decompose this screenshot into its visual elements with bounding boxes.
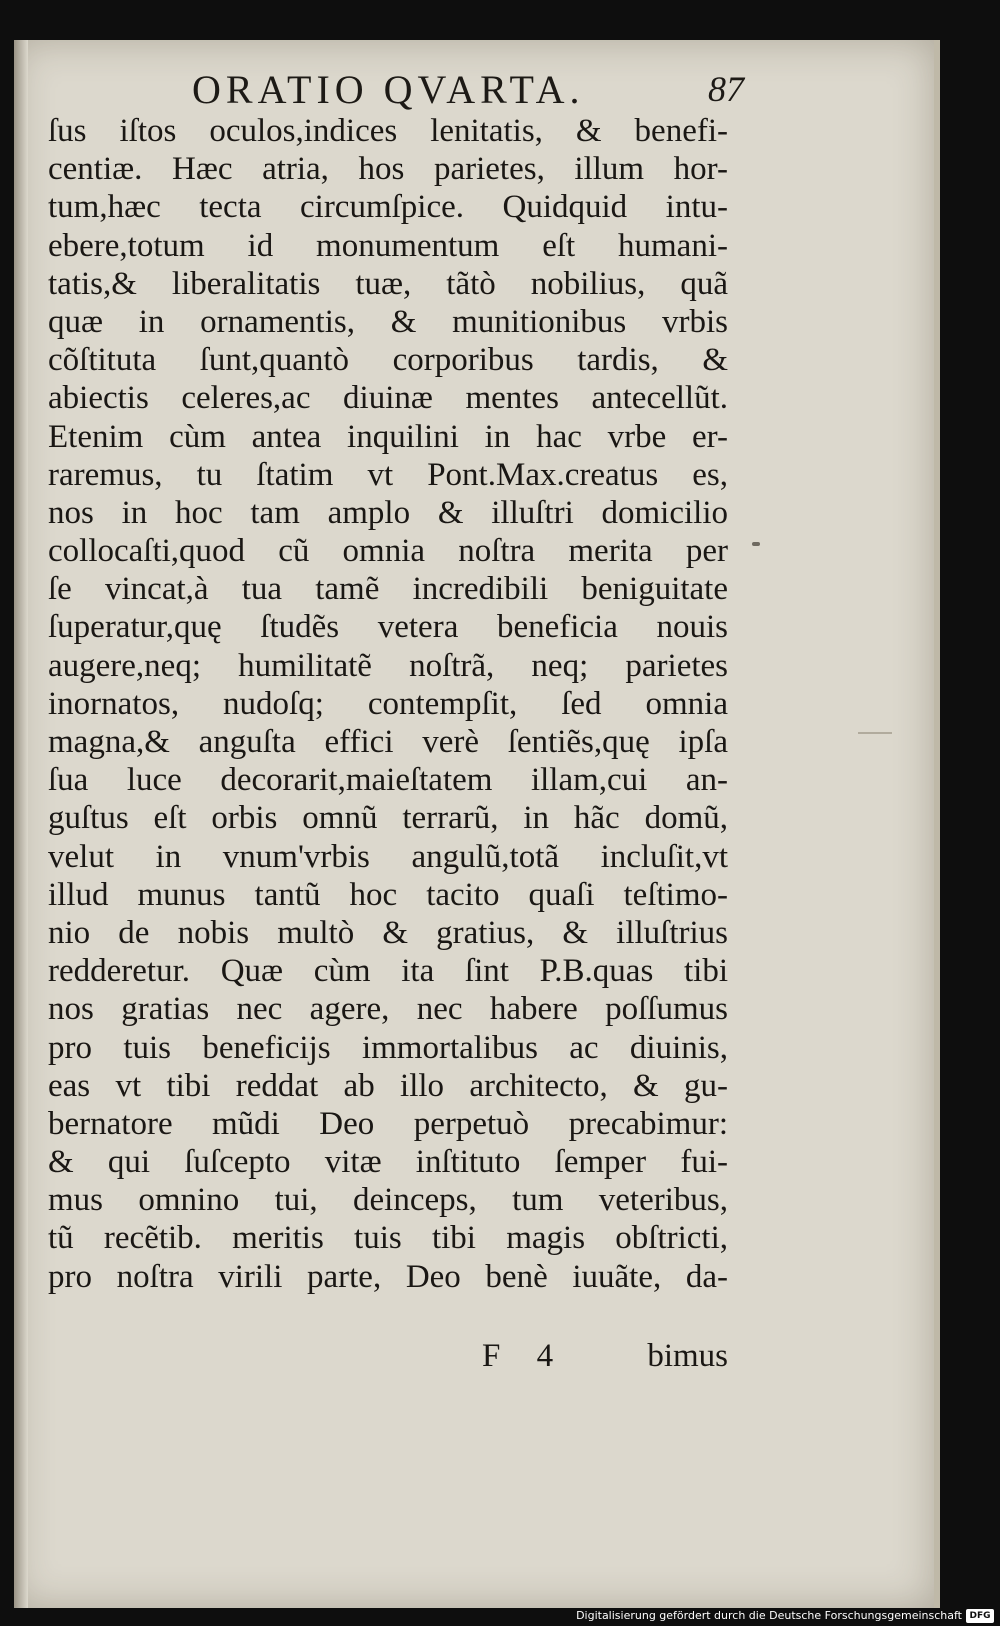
- text-line: abiectis celeres,ac diuinæ mentes antecellũt.: [48, 380, 728, 417]
- text-line: & qui ſuſcepto vitæ inſtituto ſemper fui-: [48, 1144, 728, 1181]
- text-line: collocaſti,quod cũ omnia noſtra merita per: [48, 533, 728, 570]
- text-line: pro tuis beneficijs immortalibus ac diuinis,: [48, 1029, 728, 1066]
- text-line: ebere,totum id monumentum eſt humani-: [48, 227, 728, 264]
- text-line: nos in hoc tam amplo & illuſtri domicilio: [48, 494, 728, 531]
- text-line: magna,& anguſta effici verè ſentiẽs,quę ipſa: [48, 724, 728, 760]
- text-line: cõſtituta ſunt,quantò corporibus tardis, &: [48, 342, 728, 379]
- signature-mark: F 4: [482, 1338, 568, 1374]
- dfg-logo-icon: DFG: [966, 1609, 994, 1623]
- text-line: Etenim cùm antea inquilini in hac vrbe er-: [48, 418, 728, 455]
- text-line: inornatos, nudoſq; contempſit, ſed omnia: [48, 685, 728, 722]
- catchline: [48, 1338, 728, 1378]
- margin-dash: [858, 732, 892, 734]
- text-line: guſtus eſt orbis omnũ terrarũ, in hãc domũ,: [48, 800, 728, 837]
- text-line: augere,neq; humilitatẽ noſtrã, neq; parietes: [48, 647, 728, 684]
- text-line: quæ in ornamentis, & munitionibus vrbis: [48, 303, 728, 340]
- text-line: velut in vnum'vrbis angulũ,totã incluſit,vt: [48, 838, 728, 875]
- catchword: bimus: [647, 1338, 728, 1374]
- text-line: ſe vincat,à tua tamẽ incredibili beniguitate: [48, 571, 728, 608]
- page-number: 87: [708, 69, 744, 109]
- running-head: ORATIO QVARTA.: [192, 67, 585, 112]
- body-text: [48, 112, 728, 1296]
- text-line: pro noſtra virili parte, Deo benè iuuãte, da-: [48, 1258, 728, 1295]
- digitization-credit: Digitalisierung gefördert durch die Deutsche Forschungsgemeinschaft: [576, 1609, 962, 1622]
- text-line: mus omnino tui, deinceps, tum veteribus,: [48, 1182, 728, 1219]
- text-line: bernatore mũdi Deo perpetuò precabimur:: [48, 1105, 728, 1142]
- text-line: illud munus tantũ hoc tacito quaſi teſtimo-: [48, 876, 728, 913]
- text-line: ſus iſtos oculos,indices lenitatis, & benefi-: [48, 113, 728, 149]
- ink-speck: [752, 542, 760, 546]
- text-line: tatis,& liberalitatis tuæ, tãtò nobilius, quã: [48, 265, 728, 302]
- text-line: centiæ. Hæc atria, hos parietes, illum hor-: [48, 151, 728, 188]
- text-line: tum,hæc tecta circumſpice. Quidquid intu-: [48, 189, 728, 226]
- text-line: tũ recẽtib. meritis tuis tibi magis obſtricti,: [48, 1220, 728, 1257]
- text-line: redderetur. Quæ cùm ita ſint P.B.quas tibi: [48, 953, 728, 990]
- text-line: eas vt tibi reddat ab illo architecto, & gu-: [48, 1067, 728, 1104]
- page-gutter-shadow: [14, 40, 28, 1608]
- text-line: ſuperatur,quę ſtudẽs vetera beneficia nouis: [48, 609, 728, 646]
- text-line: raremus, tu ſtatim vt Pont.Max.creatus es,: [48, 456, 728, 493]
- text-line: nos gratias nec agere, nec habere poſſumus: [48, 991, 728, 1028]
- text-line: ſua luce decorarit,maieſtatem illam,cui an-: [48, 762, 728, 799]
- text-line: nio de nobis multò & gratius, & illuſtrius: [48, 914, 728, 951]
